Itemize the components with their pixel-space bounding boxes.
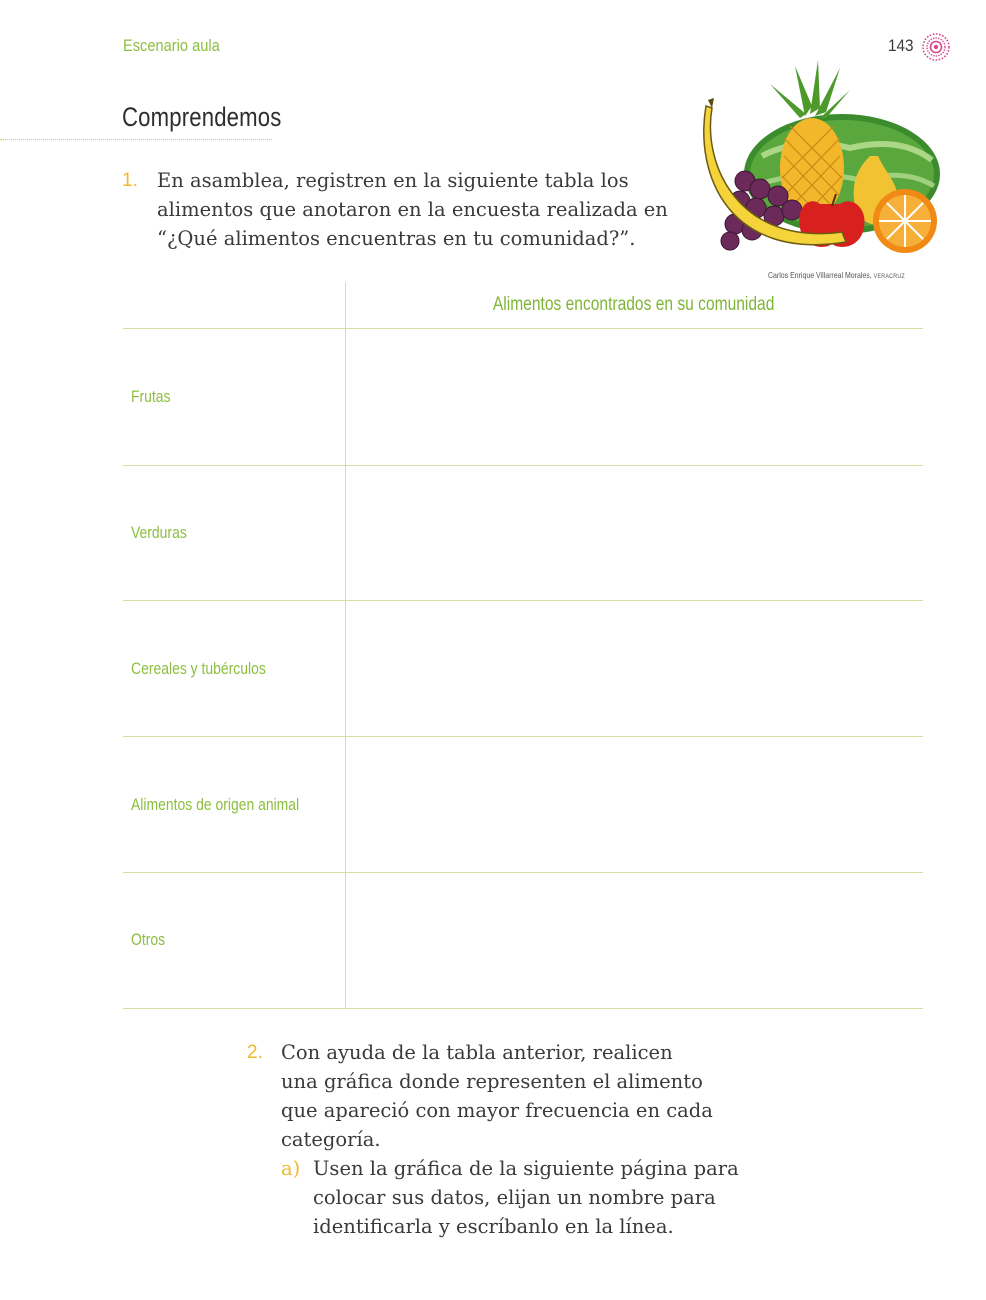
table-column-header-text: Alimentos encontrados en su comunidad — [493, 294, 775, 315]
question-1 — [122, 166, 692, 253]
question-1-number: 1. — [122, 170, 138, 191]
table-rule — [123, 1008, 923, 1009]
section-label: Escenario aula — [123, 36, 220, 55]
question-1-line-1: En asamblea, registren en la siguiente tabla los — [157, 169, 629, 192]
row-label-verduras: Verduras — [131, 523, 187, 542]
row-label-otros: Otros — [131, 930, 166, 949]
table-rule — [123, 600, 923, 601]
question-2-number: 2. — [247, 1042, 263, 1063]
question-1-line-3: “¿Qué alimentos encuentras en tu comunidad?”. — [157, 227, 636, 250]
sub-a-line-1: Usen la gráfica de la siguiente página para — [313, 1157, 739, 1180]
table-column-header — [345, 294, 923, 316]
illustration-credit — [768, 270, 905, 280]
sub-a-letter: a) — [281, 1157, 301, 1180]
credit-name: Carlos Enrique Villarreal Morales, — [768, 270, 872, 280]
food-table — [123, 282, 923, 1010]
row-label-origen-animal: Alimentos de origen animal — [131, 795, 300, 814]
row-label-cereales: Cereales y tubérculos — [131, 659, 266, 678]
table-rule — [123, 465, 923, 466]
row-label-frutas: Frutas — [131, 387, 171, 406]
sub-a-line-2: colocar sus datos, elijan un nombre para — [313, 1186, 716, 1209]
table-rule — [123, 736, 923, 737]
fruit-illustration — [700, 56, 945, 261]
table-divider-vertical — [345, 282, 346, 1009]
question-2-line-3: que apareció con mayor frecuencia en cada — [281, 1099, 713, 1122]
credit-place: VERACRUZ — [873, 273, 905, 280]
question-2-line-2: una gráfica donde representen el alimento — [281, 1070, 703, 1093]
section-title-rule — [0, 139, 272, 140]
section-title: Comprendemos — [122, 102, 282, 132]
sub-a-line-3: identificarla y escríbanlo en la línea. — [313, 1215, 674, 1238]
question-2-line-1: Con ayuda de la tabla anterior, realicen — [281, 1041, 673, 1064]
question-2-line-4: categoría. — [281, 1128, 381, 1151]
table-rule — [123, 872, 923, 873]
question-2-sub-a — [281, 1154, 767, 1241]
table-rule — [123, 328, 923, 329]
page-number: 143 — [888, 36, 914, 55]
question-2 — [247, 1038, 767, 1241]
question-1-line-2: alimentos que anotaron en la encuesta realizada en — [157, 198, 668, 221]
